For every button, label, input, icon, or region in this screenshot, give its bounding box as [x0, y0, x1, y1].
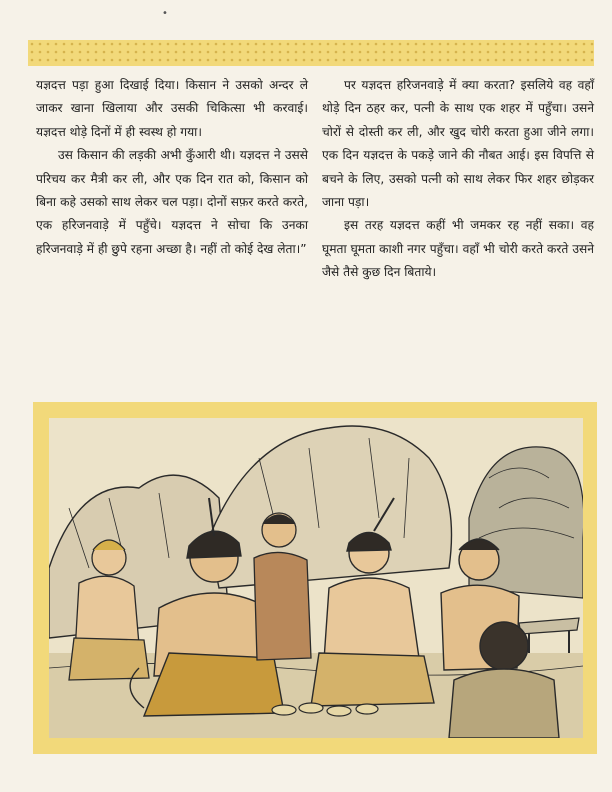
page-marker: • — [162, 8, 168, 19]
right-paragraph-1: पर यज्ञदत्त हरिजनवाड़े में क्या करता? इसलिये वह वहाँ थोड़े दिन ठहर कर, पत्नी के साथ एक शहर में पहुँचा। उसने चोरों से दोस्ती कर ली, और खुद चोरी करता हुआ जीने लगा। एक दिन यज्ञदत्त के पकड़े जाने की नौबत आई। इस विपत्ति से बचने के लिए, उसको पत्नी को साथ लेकर फिर शहर छोड़कर जाना पड़ा। — [322, 78, 594, 210]
left-paragraph-1: यज्ञदत्त पड़ा हुआ दिखाई दिया। किसान ने उसको अन्दर ले जाकर खाना खिलाया और उसकी चिकित्सा भी करवाई। यज्ञदत्त थोड़े दिनों में ही स्वस्थ हो गया। — [36, 78, 308, 139]
right-text-column — [322, 74, 594, 285]
illustration — [49, 418, 583, 738]
illustration-drawing — [49, 418, 583, 738]
decorative-header-band — [28, 40, 594, 66]
left-paragraph-2: उस किसान की लड़की अभी कुँआरी थी। यज्ञदत्त ने उससे परिचय कर मैत्री कर ली, और एक दिन रात को, किसान को बिना कहे उसको साथ लेकर चल पड़ा। दोनों सफ़र करते करते, एक हरिजनवाड़े में पहुँचे। यज्ञदत्त ने सोचा कि उनका हरिजनवाड़े में ही छुपे रहना अच्छा है। नहीं तो कोई देख लेता।” — [36, 148, 308, 256]
right-paragraph-2: इस तरह यज्ञदत्त कहीं भी जमकर रह नहीं सका। वह घूमता घूमता काशी नगर पहुँचा। वहाँ भी चोरी करते करते उसने जैसे तैसे कुछ दिन बिताये। — [322, 218, 594, 280]
left-text-column — [36, 74, 308, 261]
